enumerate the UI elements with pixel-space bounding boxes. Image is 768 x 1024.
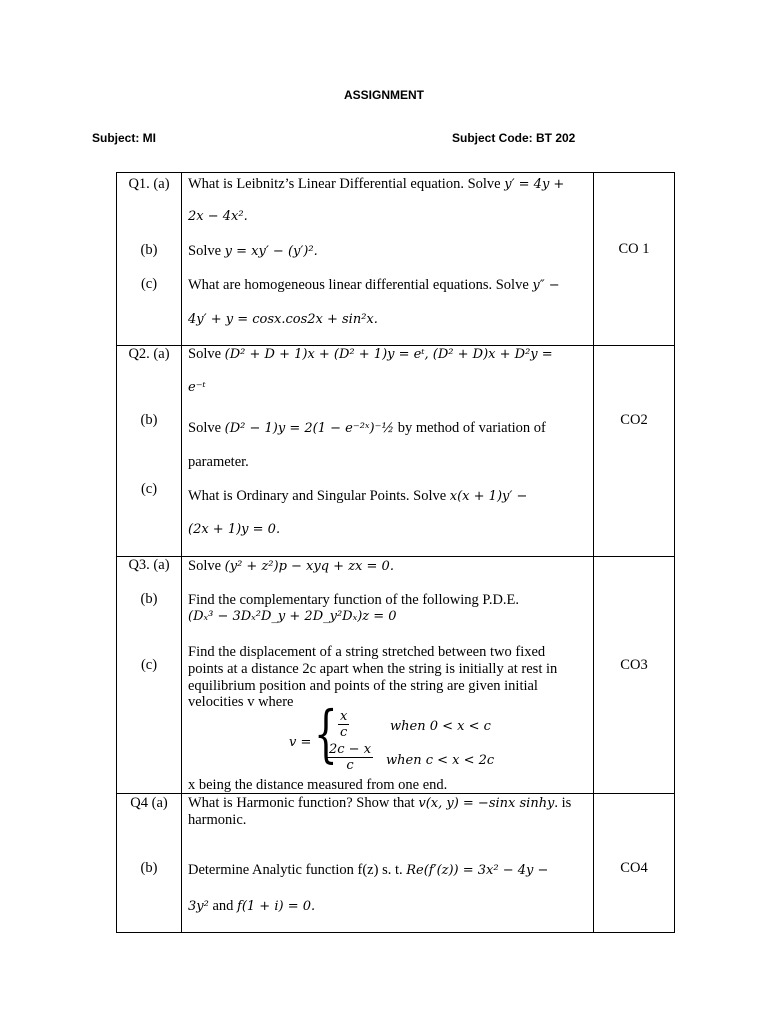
question-number-cell <box>117 173 182 346</box>
q2c-line1 <box>188 488 588 505</box>
q1c-line1 <box>188 277 588 294</box>
case2-denominator: c <box>346 758 354 773</box>
q2a-label: Q2. (a) <box>128 346 170 362</box>
q2a-line2: e⁻ᵗ <box>188 380 206 395</box>
case1-fraction <box>338 709 358 740</box>
q1b-equation: y = xy′ − (y′)². <box>224 244 318 259</box>
q4a-line2: harmonic. <box>188 812 247 828</box>
q1a-line1 <box>188 176 588 193</box>
q4b-equation: Re(f′(z)) = 3x² − 4y − <box>406 863 549 878</box>
q3b-label: (b) <box>140 591 158 607</box>
q2c-label: (c) <box>140 481 158 497</box>
q3b-line1: Find the complementary function of the following P.D.E. <box>188 592 520 608</box>
q4a-label: Q4 (a) <box>130 795 168 811</box>
q1b-line <box>188 243 588 260</box>
q4b-line1 <box>188 862 588 879</box>
q2c-text: What is Ordinary and Singular Points. Solve <box>188 488 450 504</box>
question-number-cell <box>117 794 182 933</box>
q3b-equation: (Dₓ³ − 3Dₓ²D_y + 2D_y²Dₓ)z = 0 <box>188 609 397 624</box>
q3c-line1: Find the displacement of a string stretched between two fixed <box>188 644 546 660</box>
question-row-q1 <box>117 173 675 346</box>
q2b-label: (b) <box>140 412 158 428</box>
q1a-equation: y′ = 4y + <box>504 177 565 192</box>
q4a-text-tail: . is <box>554 795 572 811</box>
q4b-equation-2: 3y² <box>188 899 209 914</box>
q3a-line <box>188 558 588 575</box>
q4a-text: What is Harmonic function? Show that <box>188 795 419 811</box>
q3-co-label: CO3 <box>620 657 648 673</box>
co-cell <box>594 173 675 346</box>
q1c-equation: y″ − <box>532 278 560 293</box>
q2b-equation: (D² − 1)y = 2(1 − e⁻²ˣ)⁻½ <box>224 421 395 436</box>
q1c-text: What are homogeneous linear differential equations. Solve <box>188 277 533 293</box>
q3c-last-line: x being the distance measured from one end. <box>188 777 448 793</box>
question-text-cell <box>182 557 594 794</box>
question-row-q4 <box>117 794 675 933</box>
q3c-label: (c) <box>140 657 158 673</box>
question-number-cell <box>117 346 182 557</box>
q1c-line2: 4y′ + y = cosx.cos2x + sin²x. <box>188 312 378 327</box>
q3c-line3: equilibrium position and points of the string are given initial <box>188 678 538 694</box>
question-text-cell <box>182 794 594 933</box>
q3a-label: Q3. (a) <box>128 557 170 573</box>
question-row-q3 <box>117 557 675 794</box>
q4a-line1 <box>188 795 588 812</box>
question-text-cell <box>182 173 594 346</box>
q2b-line1 <box>188 420 588 437</box>
case1-numerator: x <box>340 709 348 724</box>
q3a-text: Solve <box>188 558 225 574</box>
q1a-line2: 2x − 4x². <box>188 209 248 224</box>
q4-co-label: CO4 <box>620 860 648 876</box>
case2-fraction <box>327 742 373 773</box>
q1c-label: (c) <box>140 276 158 292</box>
q2b-text: Solve <box>188 420 225 436</box>
q4b-line2 <box>188 898 588 915</box>
q2a-line1 <box>188 346 588 363</box>
q1b-text: Solve <box>188 243 225 259</box>
q4b-label: (b) <box>140 860 158 876</box>
question-number-cell <box>117 557 182 794</box>
subject-label: Subject: MI <box>92 131 157 145</box>
q1a-label: Q1. (a) <box>128 176 170 192</box>
q4b-and-text: and <box>208 898 238 914</box>
q4a-equation: v(x, y) = −sinx sinhy <box>418 796 555 811</box>
q2c-line2: (2x + 1)y = 0. <box>188 522 281 537</box>
question-row-q2 <box>117 346 675 557</box>
case1-condition: when 0 < x < c <box>390 719 491 734</box>
piecewise-brace: { <box>314 697 338 770</box>
subject-code-label: Subject Code: BT 202 <box>452 131 576 145</box>
co-cell <box>594 794 675 933</box>
q3a-equation: (y² + z²)p − xyq + zx = 0. <box>224 559 394 574</box>
piecewise-lhs: v = <box>289 735 312 750</box>
case1-denominator: c <box>340 725 348 740</box>
q1a-text: What is Leibnitz’s Linear Differential equation. Solve <box>188 176 505 192</box>
q2b-text-tail: by method of variation of <box>394 420 546 436</box>
q2a-equation: (D² + D + 1)x + (D² + 1)y = eᵗ, (D² + D)x + D²y = <box>224 347 553 362</box>
q4b-condition: f(1 + i) = 0. <box>237 899 316 914</box>
question-text-cell <box>182 346 594 557</box>
question-table <box>116 172 675 933</box>
q2a-text: Solve <box>188 346 225 362</box>
co-cell <box>594 346 675 557</box>
co-cell <box>594 557 675 794</box>
q3c-line4: velocities v where <box>188 694 294 710</box>
case2-numerator: 2c − x <box>329 742 372 757</box>
q4b-text: Determine Analytic function f(z) s. t. <box>188 862 407 878</box>
q1-co-label: CO 1 <box>618 241 650 257</box>
q2b-line2: parameter. <box>188 454 249 470</box>
q2c-equation: x(x + 1)y′ − <box>449 489 528 504</box>
q3c-line2: points at a distance 2c apart when the string is initially at rest in <box>188 661 558 677</box>
case2-condition: when c < x < 2c <box>386 753 495 768</box>
q1b-label: (b) <box>140 242 158 258</box>
page-title: ASSIGNMENT <box>343 88 424 102</box>
q2-co-label: CO2 <box>620 412 648 428</box>
